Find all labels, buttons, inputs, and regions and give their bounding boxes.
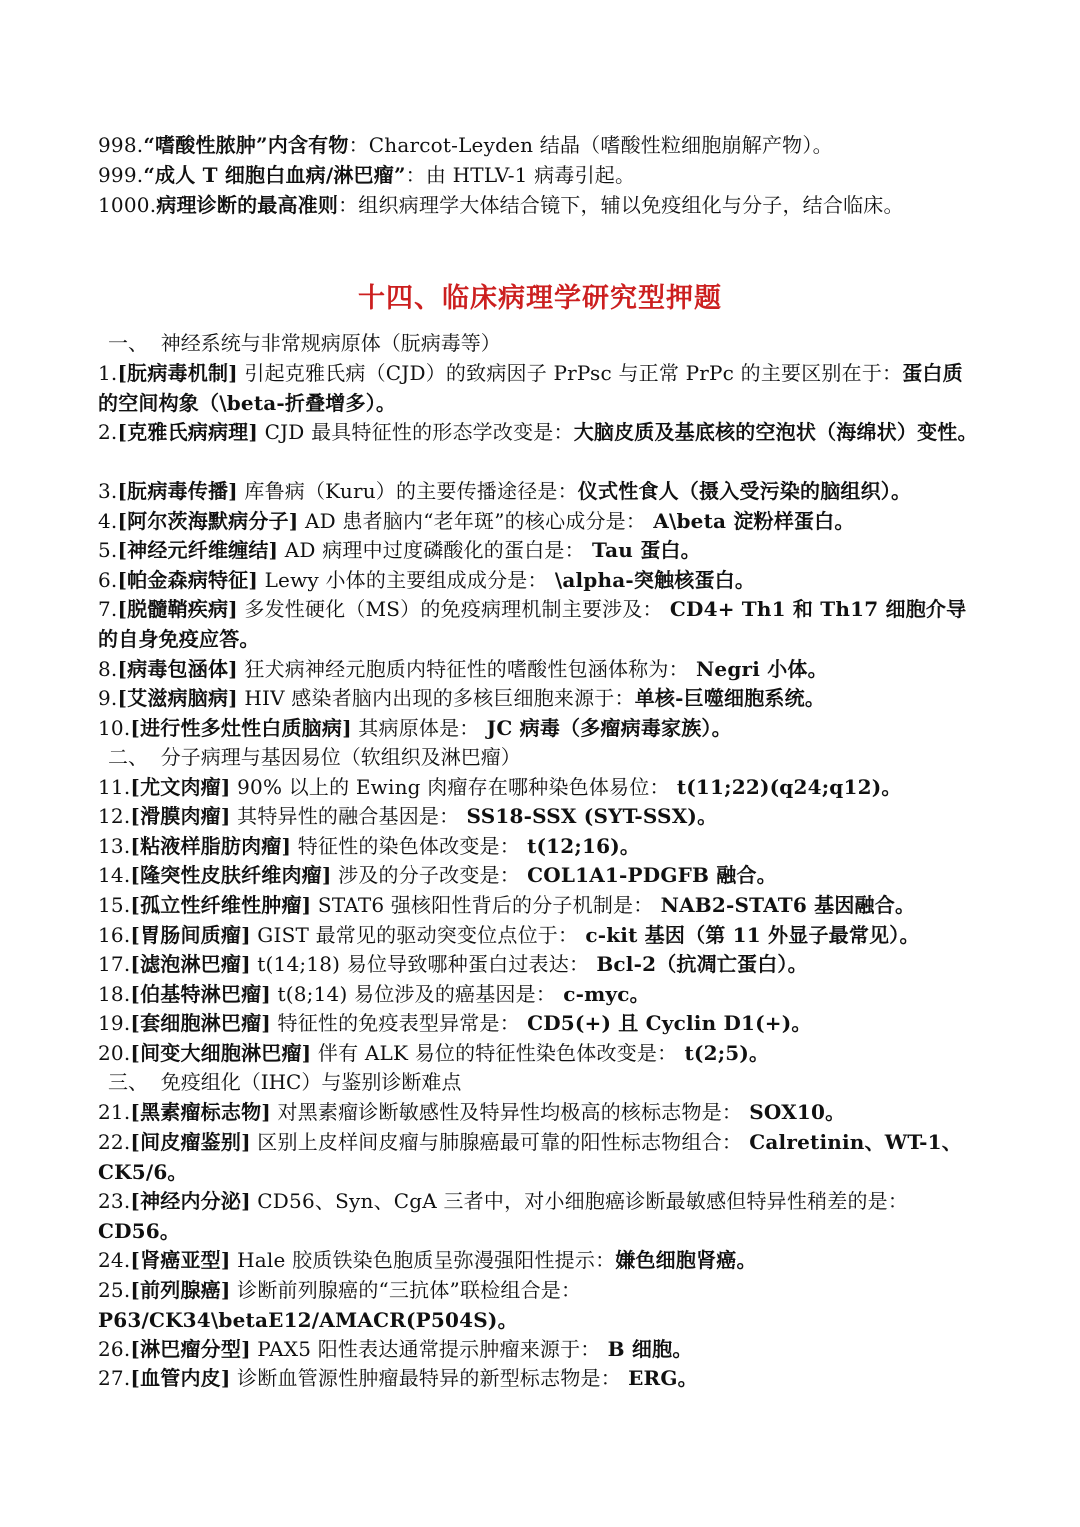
question-answer: SOX10。 (742, 1100, 846, 1124)
question-text: AD 病理中过度磷酸化的蛋白是： (278, 538, 585, 562)
question-text: 其病原体是： (351, 716, 480, 740)
item-body: 组织病理学大体结合镜下，辅以免疫组化与分子，结合临床。 (358, 193, 904, 217)
question-text: 引起克雅氏病（CJD）的致病因子 PrPsc 与正常 PrPc 的主要区别在于： (237, 361, 903, 385)
question-tag: [伯基特淋巴瘤] (130, 982, 271, 1006)
question-text: Hale 胶质铁染色胞质呈弥漫强阳性提示： (230, 1248, 616, 1272)
item-number: 1000. (98, 193, 157, 217)
question-item: 14.[隆突性皮肤纤维肉瘤] 涉及的分子改变是： COL1A1-PDGFB 融合。 (98, 863, 777, 887)
question-item: 17.[滤泡淋巴瘤] t(14;18) 易位导致哪种蛋白过表达： Bcl-2（抗凋亡蛋白）。 (98, 952, 808, 976)
question-answer: t(2;5)。 (677, 1041, 770, 1065)
question-item: 2.[克雅氏病病理] CJD 最具特征性的形态学改变是：大脑皮质及基底核的空泡状（海绵状）变性。 (98, 420, 978, 444)
question-answer: B 细胞。 (600, 1337, 693, 1361)
question-tag: [血管内皮] (130, 1366, 231, 1390)
question-text: AD 患者脑内“老年斑”的核心成分是： (298, 509, 647, 533)
question-text: 多发性硬化（MS）的免疫病理机制主要涉及： (237, 597, 663, 621)
question-answer: NAB2-STAT6 基因融合。 (653, 893, 916, 917)
question-text: Lewy 小体的主要组成成分是： (258, 568, 548, 592)
question-answer: A\beta 淀粉样蛋白。 (646, 509, 855, 533)
item-title: 病理诊断的最高准则 (156, 193, 339, 217)
question-item: 24.[肾癌亚型] Hale 胶质铁染色胞质呈弥漫强阳性提示：嫌色细胞肾癌。 (98, 1248, 757, 1272)
question-answer: \alpha-突触核蛋白。 (547, 568, 756, 592)
item-title: “嗜酸性脓肿”内含有物 (143, 133, 349, 157)
question-item: 19.[套细胞淋巴瘤] 特征性的免疫表型异常是： CD5(+) 且 Cyclin D1(+)。 (98, 1011, 812, 1035)
question-item: 11.[尤文肉瘤] 90% 以上的 Ewing 肉瘤存在哪种染色体易位： t(11;22)(q24;q12)。 (98, 775, 902, 799)
question-answer: 嫌色细胞肾癌。 (615, 1248, 757, 1272)
question-tag: [克雅氏病病理] (117, 420, 259, 444)
subsection-heading: 三、 免疫组化（IHC）与鉴别诊断难点 (108, 1070, 462, 1094)
item-body: 由 HTLV-1 病毒引起。 (425, 163, 636, 187)
question-tag: [神经元纤维缠结] (117, 538, 279, 562)
question-item: 3.[朊病毒传播] 库鲁病（Kuru）的主要传播途径是：仪式性食人（摄入受污染的脑组织）。 (98, 479, 912, 503)
question-text: 其特异性的融合基因是： (230, 804, 460, 828)
question-item: 22.[间皮瘤鉴别] 区别上皮样间皮瘤与肺腺癌最可靠的阳性标志物组合： Calretinin、WT-1、CK5/6。 (98, 1130, 962, 1184)
question-text: PAX5 阳性表达通常提示肿瘤来源于： (250, 1337, 601, 1361)
item-number: 999. (98, 163, 144, 187)
question-answer: 大脑皮质及基底核的空泡状（海绵状）变性。 (573, 420, 978, 444)
question-text: HIV 感染者脑内出现的多核巨细胞来源于： (237, 686, 635, 710)
question-text: 特征性的染色体改变是： (291, 834, 520, 858)
top-item: 998.“嗜酸性脓肿”内含有物：Charcot-Leyden 结晶（嗜酸性粒细胞崩解产物）。 (98, 133, 833, 157)
question-item: 10.[进行性多灶性白质脑病] 其病原体是： JC 病毒（多瘤病毒家族）。 (98, 716, 732, 740)
question-text: 诊断前列腺癌的“三抗体”联检组合是： (230, 1278, 582, 1302)
question-text: 90% 以上的 Ewing 肉瘤存在哪种染色体易位： (230, 775, 670, 799)
question-text: CJD 最具特征性的形态学改变是： (258, 420, 574, 444)
question-answer: P63/CK34\betaE12/AMACR(P504S)。 (98, 1307, 518, 1332)
question-answer: SS18-SSX (SYT-SSX)。 (459, 804, 718, 828)
question-answer: 单核-巨噬细胞系统。 (634, 686, 826, 710)
question-text: 伴有 ALK 易位的特征性染色体改变是： (311, 1041, 678, 1065)
question-item: 1.[朊病毒机制] 引起克雅氏病（CJD）的致病因子 PrPsc 与正常 PrPc 的主要区别在于：蛋白质的空间构象（\beta-折叠增多）。 (98, 361, 963, 415)
question-text: 特征性的免疫表型异常是： (270, 1011, 520, 1035)
question-answer: CD56。 (98, 1218, 181, 1243)
question-tag: [帕金森病特征] (117, 568, 259, 592)
question-item: 13.[粘液样脂肪肉瘤] 特征性的染色体改变是： t(12;16)。 (98, 834, 641, 858)
item-title: “成人 T 细胞白血病/淋巴瘤” (143, 163, 406, 187)
question-answer: JC 病毒（多瘤病毒家族）。 (479, 716, 732, 740)
question-item: 26.[淋巴瘤分型] PAX5 阳性表达通常提示肿瘤来源于： B 细胞。 (98, 1337, 693, 1361)
question-tag: [朊病毒传播] (117, 479, 238, 503)
question-tag: [进行性多灶性白质脑病] (130, 716, 352, 740)
question-tag: [套细胞淋巴瘤] (130, 1011, 271, 1035)
question-answer: Bcl-2（抗凋亡蛋白）。 (589, 952, 808, 976)
question-tag: [艾滋病脑病] (117, 686, 238, 710)
top-item: 999.“成人 T 细胞白血病/淋巴瘤”：由 HTLV-1 病毒引起。 (98, 163, 636, 187)
question-answer: CD5(+) 且 Cyclin D1(+)。 (519, 1011, 812, 1035)
question-item: 5.[神经元纤维缠结] AD 病理中过度磷酸化的蛋白是： Tau 蛋白。 (98, 538, 701, 562)
subsection-heading: 一、 神经系统与非常规病原体（朊病毒等） (108, 331, 501, 355)
question-tag: [胃肠间质瘤] (130, 923, 251, 947)
question-text: STAT6 强核阳性背后的分子机制是： (311, 893, 654, 917)
question-answer: c-kit 基因（第 11 外显子最常见）。 (578, 923, 920, 947)
question-item: 9.[艾滋病脑病] HIV 感染者脑内出现的多核巨细胞来源于：单核-巨噬细胞系统。 (98, 686, 826, 710)
question-tag: [黑素瘤标志物] (130, 1100, 271, 1124)
question-text: t(8;14) 易位涉及的癌基因是： (270, 982, 557, 1006)
question-item: 21.[黑素瘤标志物] 对黑素瘤诊断敏感性及特异性均极高的核标志物是： SOX10。 (98, 1100, 846, 1124)
question-tag: [间皮瘤鉴别] (130, 1130, 251, 1154)
question-item: 6.[帕金森病特征] Lewy 小体的主要组成成分是： \alpha-突触核蛋白。 (98, 568, 756, 592)
question-text: 区别上皮样间皮瘤与肺腺癌最可靠的阳性标志物组合： (250, 1130, 743, 1154)
question-tag: [尤文肉瘤] (130, 775, 231, 799)
question-item: 8.[病毒包涵体] 狂犬病神经元胞质内特征性的嗜酸性包涵体称为： Negri 小体。 (98, 657, 828, 681)
question-answer: CD4+ Th1 和 Th17 细胞介导的自身免疫应答。 (98, 597, 967, 651)
question-answer: COL1A1-PDGFB 融合。 (519, 863, 777, 887)
question-item: 23.[神经内分泌] CD56、Syn、CgA 三者中，对小细胞癌诊断最敏感但特异性稍差的是：CD56。 (98, 1189, 909, 1243)
question-item: 12.[滑膜肉瘤] 其特异性的融合基因是： SS18-SSX (SYT-SSX)。 (98, 804, 718, 828)
top-item: 1000.病理诊断的最高准则：组织病理学大体结合镜下，辅以免疫组化与分子，结合临床。 (98, 193, 904, 217)
question-item: 20.[间变大细胞淋巴瘤] 伴有 ALK 易位的特征性染色体改变是： t(2;5)。 (98, 1041, 770, 1065)
question-tag: [滑膜肉瘤] (130, 804, 231, 828)
question-tag: [间变大细胞淋巴瘤] (130, 1041, 312, 1065)
item-body: Charcot-Leyden 结晶（嗜酸性粒细胞崩解产物）。 (368, 133, 833, 157)
question-answer: Negri 小体。 (688, 657, 828, 681)
question-tag: [朊病毒机制] (117, 361, 238, 385)
question-tag: [脱髓鞘疾病] (117, 597, 238, 621)
question-item: 25.[前列腺癌] 诊断前列腺癌的“三抗体”联检组合是： P63/CK34\betaE12/AMACR(P504S)。 (98, 1278, 582, 1332)
item-number: 998. (98, 133, 144, 157)
question-tag: [神经内分泌] (130, 1189, 251, 1213)
question-answer: ERG。 (620, 1366, 698, 1390)
question-answer: 仪式性食人（摄入受污染的脑组织）。 (577, 479, 912, 503)
question-answer: t(11;22)(q24;q12)。 (669, 775, 902, 799)
question-item: 15.[孤立性纤维性肿瘤] STAT6 强核阳性背后的分子机制是： NAB2-STAT6 基因融合。 (98, 893, 916, 917)
question-tag: [前列腺癌] (130, 1278, 231, 1302)
question-item: 27.[血管内皮] 诊断血管源性肿瘤最特异的新型标志物是： ERG。 (98, 1366, 698, 1390)
question-text: CD56、Syn、CgA 三者中，对小细胞癌诊断最敏感但特异性稍差的是： (250, 1189, 909, 1213)
question-tag: [孤立性纤维性肿瘤] (130, 893, 312, 917)
question-text: 涉及的分子改变是： (331, 863, 520, 887)
subsection-heading: 二、 分子病理与基因易位（软组织及淋巴瘤） (108, 745, 521, 769)
question-tag: [阿尔茨海默病分子] (117, 509, 299, 533)
question-item: 7.[脱髓鞘疾病] 多发性硬化（MS）的免疫病理机制主要涉及： CD4+ Th1 和 Th17 细胞介导的自身免疫应答。 (98, 597, 967, 651)
question-tag: [滤泡淋巴瘤] (130, 952, 251, 976)
question-answer: t(12;16)。 (519, 834, 641, 858)
question-answer: Tau 蛋白。 (584, 538, 701, 562)
question-tag: [淋巴瘤分型] (130, 1337, 251, 1361)
question-item: 18.[伯基特淋巴瘤] t(8;14) 易位涉及的癌基因是： c-myc。 (98, 982, 650, 1006)
question-tag: [病毒包涵体] (117, 657, 238, 681)
question-text: 狂犬病神经元胞质内特征性的嗜酸性包涵体称为： (237, 657, 689, 681)
question-tag: [肾癌亚型] (130, 1248, 231, 1272)
question-text: 对黑素瘤诊断敏感性及特异性均极高的核标志物是： (270, 1100, 743, 1124)
section-title: 十四、临床病理学研究型押题 (358, 283, 722, 314)
question-answer: 蛋白质的空间构象（\beta-折叠增多）。 (98, 361, 963, 415)
question-text: GIST 最常见的驱动突变位点位于： (250, 923, 579, 947)
question-answer: Calretinin、WT-1、CK5/6。 (98, 1130, 962, 1184)
question-text: 诊断血管源性肿瘤最特异的新型标志物是： (230, 1366, 621, 1390)
question-text: 库鲁病（Kuru）的主要传播途径是： (237, 479, 578, 503)
question-tag: [隆突性皮肤纤维肉瘤] (130, 863, 332, 887)
question-item: 4.[阿尔茨海默病分子] AD 患者脑内“老年斑”的核心成分是： A\beta 淀粉样蛋白。 (98, 509, 855, 533)
question-text: t(14;18) 易位导致哪种蛋白过表达： (250, 952, 590, 976)
question-answer: c-myc。 (556, 982, 650, 1006)
question-item: 16.[胃肠间质瘤] GIST 最常见的驱动突变位点位于： c-kit 基因（第 11 外显子最常见）。 (98, 923, 920, 947)
question-tag: [粘液样脂肪肉瘤] (130, 834, 292, 858)
